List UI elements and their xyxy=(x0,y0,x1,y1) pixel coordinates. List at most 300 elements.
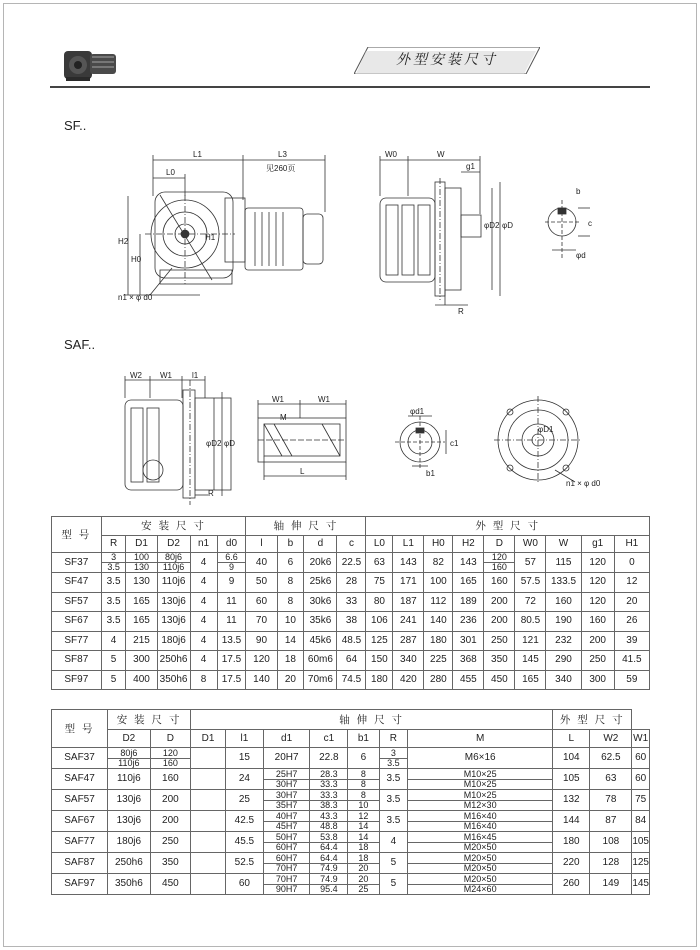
data-cell xyxy=(379,748,408,769)
data-cell xyxy=(337,573,366,593)
value: 165 xyxy=(133,615,150,627)
data-cell xyxy=(310,853,348,874)
data-cell xyxy=(190,553,217,573)
data-cell xyxy=(108,769,151,790)
value-bottom: 64.4 xyxy=(320,841,338,852)
data-cell xyxy=(150,790,190,811)
value-top: 30H7 xyxy=(264,791,310,801)
data-cell xyxy=(484,592,515,612)
data-cell xyxy=(126,553,157,573)
value-bottom: 8 xyxy=(360,778,366,789)
value: 125 xyxy=(632,857,649,868)
table-row xyxy=(52,670,650,690)
data-cell xyxy=(101,553,126,573)
value-top: 64.4 xyxy=(310,854,347,864)
data-cell xyxy=(246,670,277,690)
value-bottom: 45H7 xyxy=(275,820,298,831)
data-cell xyxy=(157,612,190,632)
value-bottom: 35H7 xyxy=(275,799,298,810)
value: 250 xyxy=(162,836,179,847)
data-cell xyxy=(614,553,649,573)
dim-D2-saf: φD2 xyxy=(206,439,222,448)
value-bottom: 110j6 xyxy=(162,562,185,572)
value: 50 xyxy=(255,576,268,588)
value: 180 xyxy=(371,673,388,685)
data-cell xyxy=(408,811,553,832)
dim-M: M xyxy=(280,413,287,422)
data-cell xyxy=(191,874,226,895)
data-cell xyxy=(101,670,126,690)
value: 84 xyxy=(635,815,647,826)
data-cell xyxy=(614,612,649,632)
sf-col-header: l xyxy=(246,536,277,553)
data-cell xyxy=(614,592,649,612)
data-cell xyxy=(379,832,408,853)
value: 350 xyxy=(491,654,508,666)
sf-col-header: D1 xyxy=(126,536,157,553)
data-cell xyxy=(614,631,649,651)
data-cell xyxy=(191,790,226,811)
data-cell xyxy=(614,573,649,593)
data-cell xyxy=(225,874,263,895)
dim-L0: L0 xyxy=(166,168,175,177)
data-cell xyxy=(277,573,304,593)
value-bottom: M20×50 xyxy=(463,841,497,852)
value: M6×16 xyxy=(464,752,496,763)
data-cell xyxy=(581,631,614,651)
value-top: 8 xyxy=(348,770,378,780)
value: 75 xyxy=(635,794,647,805)
value: 48.5 xyxy=(341,634,362,646)
data-cell xyxy=(263,853,310,874)
value-bottom: 3.5 xyxy=(107,562,120,572)
data-cell xyxy=(190,631,217,651)
data-cell xyxy=(337,553,366,573)
value: 3.5 xyxy=(386,773,401,784)
value: 301 xyxy=(460,634,477,646)
value: 82 xyxy=(432,556,444,568)
dim-W: W xyxy=(437,150,445,159)
value: 63 xyxy=(373,556,385,568)
data-cell xyxy=(348,811,379,832)
value-bottom: 48.8 xyxy=(320,820,338,831)
data-cell xyxy=(408,874,553,895)
data-cell xyxy=(191,769,226,790)
data-cell xyxy=(126,592,157,612)
value: 106 xyxy=(371,615,388,627)
value-bottom: 90H7 xyxy=(275,883,298,894)
data-cell xyxy=(393,612,424,632)
value: 132 xyxy=(562,794,580,805)
dim-R-saf: R xyxy=(208,489,214,498)
data-cell xyxy=(553,790,590,811)
saf-col-header: b1 xyxy=(348,730,379,748)
table-row xyxy=(52,790,650,811)
dim-D1: φD1 xyxy=(538,425,554,434)
value: 165 xyxy=(522,673,539,685)
data-cell xyxy=(348,790,379,811)
data-cell xyxy=(546,670,581,690)
value-top: 53.8 xyxy=(310,833,347,843)
value: 145 xyxy=(522,654,539,666)
data-cell xyxy=(453,553,484,573)
dim-D-saf: φD xyxy=(224,439,235,448)
value-bottom: 9 xyxy=(228,562,234,572)
data-cell xyxy=(484,631,515,651)
data-cell xyxy=(453,670,484,690)
data-cell xyxy=(217,670,246,690)
value: 9 xyxy=(228,576,235,588)
dim-H2: H2 xyxy=(118,237,129,246)
value: 143 xyxy=(400,556,417,568)
value: 120 xyxy=(589,556,606,568)
saf-col-header: W1 xyxy=(632,730,650,748)
data-cell xyxy=(581,670,614,690)
saf-header-group-install: 安 装 尺 寸 xyxy=(108,710,191,730)
data-cell xyxy=(190,592,217,612)
value-top: 8 xyxy=(348,791,378,801)
data-cell xyxy=(379,811,408,832)
value: 171 xyxy=(400,576,417,588)
data-cell xyxy=(108,811,151,832)
data-cell xyxy=(277,612,304,632)
value-top: M10×25 xyxy=(408,770,552,780)
table-row xyxy=(52,553,650,573)
dim-b1: b1 xyxy=(426,469,435,478)
value: 450 xyxy=(491,673,508,685)
value-bottom: 18 xyxy=(358,841,369,852)
data-cell xyxy=(546,553,581,573)
value-top: 100 xyxy=(126,553,156,563)
data-cell xyxy=(246,573,277,593)
dim-D: φD xyxy=(502,221,513,230)
sf-col-header: d0 xyxy=(217,536,246,553)
data-cell xyxy=(590,874,632,895)
data-cell xyxy=(246,651,277,671)
data-cell xyxy=(310,769,348,790)
value: 130 xyxy=(133,576,150,588)
value: 180 xyxy=(430,634,447,646)
data-cell xyxy=(246,631,277,651)
value-bottom: 130 xyxy=(133,562,150,572)
model-cell: SF47 xyxy=(52,573,102,593)
value: 80.5 xyxy=(520,615,541,627)
table-row xyxy=(52,853,650,874)
sf-col-header: W0 xyxy=(515,536,546,553)
value: 3.5 xyxy=(106,595,121,607)
data-cell xyxy=(632,853,650,874)
value: 15 xyxy=(238,752,250,763)
data-cell xyxy=(348,832,379,853)
value-top: 120 xyxy=(484,553,514,563)
table-row xyxy=(52,631,650,651)
data-cell xyxy=(515,553,546,573)
data-cell xyxy=(484,670,515,690)
data-cell xyxy=(393,592,424,612)
value: 39 xyxy=(626,634,638,646)
value: 40 xyxy=(255,556,268,568)
data-cell xyxy=(553,748,590,769)
data-cell xyxy=(101,612,126,632)
data-cell xyxy=(515,592,546,612)
data-cell xyxy=(515,573,546,593)
data-cell xyxy=(337,631,366,651)
value: 24 xyxy=(238,773,250,784)
data-cell xyxy=(348,769,379,790)
data-cell xyxy=(453,612,484,632)
value: 145 xyxy=(632,878,649,889)
data-cell xyxy=(246,553,277,573)
saf-col-header: W2 xyxy=(590,730,632,748)
sf-col-header: d xyxy=(304,536,337,553)
value: 20 xyxy=(626,595,638,607)
data-cell xyxy=(263,874,310,895)
value: 200 xyxy=(162,815,179,826)
dim-W1-saf: W1 xyxy=(160,371,172,380)
dim-H1: H1 xyxy=(205,233,216,242)
header-rule xyxy=(50,86,650,88)
data-cell xyxy=(484,573,515,593)
dim-l1-saf: l1 xyxy=(192,371,199,380)
data-cell xyxy=(424,612,453,632)
value: 4 xyxy=(200,615,207,627)
data-cell xyxy=(310,874,348,895)
saf-col-header: l1 xyxy=(225,730,263,748)
data-cell xyxy=(366,553,393,573)
value: 45.5 xyxy=(234,836,255,847)
value-bottom: M20×50 xyxy=(463,862,497,873)
data-cell xyxy=(337,612,366,632)
value-bottom: 95.4 xyxy=(320,883,338,894)
value: 8 xyxy=(200,673,207,685)
value-top: 6.6 xyxy=(218,553,246,563)
data-cell xyxy=(366,592,393,612)
data-cell xyxy=(393,553,424,573)
value-top: 12 xyxy=(348,812,378,822)
value: 20k6 xyxy=(309,556,332,568)
data-cell xyxy=(393,651,424,671)
data-cell xyxy=(150,853,190,874)
data-cell xyxy=(304,612,337,632)
data-cell xyxy=(277,651,304,671)
data-cell xyxy=(108,748,151,769)
data-cell xyxy=(632,874,650,895)
data-cell xyxy=(310,790,348,811)
data-cell xyxy=(191,811,226,832)
value: 125 xyxy=(371,634,388,646)
value: 63 xyxy=(605,773,617,784)
value: 130j6 xyxy=(116,794,142,805)
sf-col-header: H1 xyxy=(614,536,649,553)
dim-d: φd xyxy=(576,251,586,260)
value: 70m6 xyxy=(307,673,333,685)
value: 160 xyxy=(555,595,572,607)
value: 130j6 xyxy=(116,815,142,826)
data-cell xyxy=(408,769,553,790)
dim-L3: L3 xyxy=(278,150,287,159)
data-cell xyxy=(366,612,393,632)
value: 105 xyxy=(632,836,649,847)
data-cell xyxy=(277,592,304,612)
value: 300 xyxy=(589,673,606,685)
data-cell xyxy=(304,553,337,573)
value-top: M20×50 xyxy=(408,854,552,864)
saf-header-model: 型 号 xyxy=(52,710,108,748)
sf-dimension-table xyxy=(51,516,650,690)
data-cell xyxy=(108,790,151,811)
data-cell xyxy=(304,670,337,690)
data-cell xyxy=(590,769,632,790)
value: 108 xyxy=(602,836,620,847)
data-cell xyxy=(379,874,408,895)
value: 25k6 xyxy=(309,576,332,588)
sf-col-header: D xyxy=(484,536,515,553)
gearmotor-logo-icon xyxy=(62,45,120,83)
model-cell: SAF57 xyxy=(52,790,108,811)
sf-col-header: n1 xyxy=(190,536,217,553)
value: 190 xyxy=(555,615,572,627)
data-cell xyxy=(108,853,151,874)
saf-col-header: D1 xyxy=(191,730,226,748)
data-cell xyxy=(632,811,650,832)
value: 5 xyxy=(110,673,117,685)
data-cell xyxy=(366,651,393,671)
data-cell xyxy=(515,651,546,671)
data-cell xyxy=(101,651,126,671)
value: 42.5 xyxy=(234,815,255,826)
data-cell xyxy=(101,592,126,612)
value: 57 xyxy=(524,556,536,568)
value: 121 xyxy=(522,634,539,646)
value: 60 xyxy=(635,752,647,763)
value: 250h6 xyxy=(159,654,188,666)
data-cell xyxy=(157,592,190,612)
data-cell xyxy=(632,748,650,769)
value: 165 xyxy=(460,576,477,588)
value-bottom: 74.9 xyxy=(320,862,338,873)
value: 4 xyxy=(200,576,207,588)
data-cell xyxy=(366,573,393,593)
model-cell: SF37 xyxy=(52,553,102,573)
value: 250h6 xyxy=(114,857,143,868)
data-cell xyxy=(190,612,217,632)
data-cell xyxy=(590,832,632,853)
value: 368 xyxy=(460,654,477,666)
model-cell: SAF37 xyxy=(52,748,108,769)
value: 110j6 xyxy=(161,576,186,588)
data-cell xyxy=(379,790,408,811)
value: 140 xyxy=(253,673,270,685)
section-label-saf: SAF.. xyxy=(64,337,96,352)
data-cell xyxy=(424,670,453,690)
value-bottom: 3.5 xyxy=(387,757,400,768)
data-cell xyxy=(337,651,366,671)
data-cell xyxy=(453,592,484,612)
data-cell xyxy=(408,853,553,874)
sf-col-header: H2 xyxy=(453,536,484,553)
model-cell: SF67 xyxy=(52,612,102,632)
data-cell xyxy=(263,748,310,769)
data-cell xyxy=(263,769,310,790)
value-bottom: 110j6 xyxy=(118,757,140,768)
saf-col-header: M xyxy=(408,730,553,748)
data-cell xyxy=(126,631,157,651)
dim-L1: L1 xyxy=(193,150,202,159)
saf-col-header: D2 xyxy=(108,730,151,748)
data-cell xyxy=(484,612,515,632)
value: 14 xyxy=(284,634,296,646)
value: 70 xyxy=(255,615,268,627)
data-cell xyxy=(157,651,190,671)
value: 20 xyxy=(284,673,296,685)
sf-col-header: L0 xyxy=(366,536,393,553)
data-cell xyxy=(225,832,263,853)
value: 13.5 xyxy=(221,634,242,646)
saf-header-group-shaft: 轴 伸 尺 寸 xyxy=(191,710,553,730)
model-cell: SF97 xyxy=(52,670,102,690)
value: 8 xyxy=(287,595,294,607)
value: 420 xyxy=(400,673,417,685)
value-top: 50H7 xyxy=(264,833,310,843)
sf-col-header: H0 xyxy=(424,536,453,553)
data-cell xyxy=(379,853,408,874)
table-row xyxy=(52,573,650,593)
value: 112 xyxy=(430,595,447,607)
value: 60m6 xyxy=(307,654,333,666)
data-cell xyxy=(424,651,453,671)
value-bottom: M10×25 xyxy=(463,778,497,789)
data-cell xyxy=(191,832,226,853)
value-bottom: 10 xyxy=(358,799,369,810)
data-cell xyxy=(225,790,263,811)
data-cell xyxy=(546,612,581,632)
data-cell xyxy=(590,790,632,811)
value: 3.5 xyxy=(106,615,121,627)
value: 90 xyxy=(255,634,268,646)
data-cell xyxy=(263,790,310,811)
table-row xyxy=(52,874,650,895)
dim-D2: φD2 xyxy=(484,221,500,230)
data-cell xyxy=(277,553,304,573)
value: 22.5 xyxy=(341,556,362,568)
data-cell xyxy=(157,553,190,573)
model-cell: SF87 xyxy=(52,651,102,671)
value: 250 xyxy=(491,634,508,646)
data-cell xyxy=(590,811,632,832)
dim-b: b xyxy=(576,187,581,196)
value: 450 xyxy=(162,878,179,889)
value: 12 xyxy=(626,576,638,588)
data-cell xyxy=(157,670,190,690)
value: 350h6 xyxy=(159,673,188,685)
model-cell: SAF47 xyxy=(52,769,108,790)
value: 287 xyxy=(400,634,417,646)
value: 260 xyxy=(562,878,580,889)
data-cell xyxy=(553,832,590,853)
value-bottom: 30H7 xyxy=(275,778,298,789)
value: 120 xyxy=(253,654,270,666)
data-cell xyxy=(101,631,126,651)
data-cell xyxy=(484,553,515,573)
value: 200 xyxy=(491,615,508,627)
model-cell: SF57 xyxy=(52,592,102,612)
value: 133.5 xyxy=(551,576,577,588)
dim-d1: φd1 xyxy=(410,407,425,416)
value: 220 xyxy=(562,857,580,868)
saf-col-header: L xyxy=(553,730,590,748)
data-cell xyxy=(225,769,263,790)
dim-W1-cut-a: W1 xyxy=(272,395,284,404)
